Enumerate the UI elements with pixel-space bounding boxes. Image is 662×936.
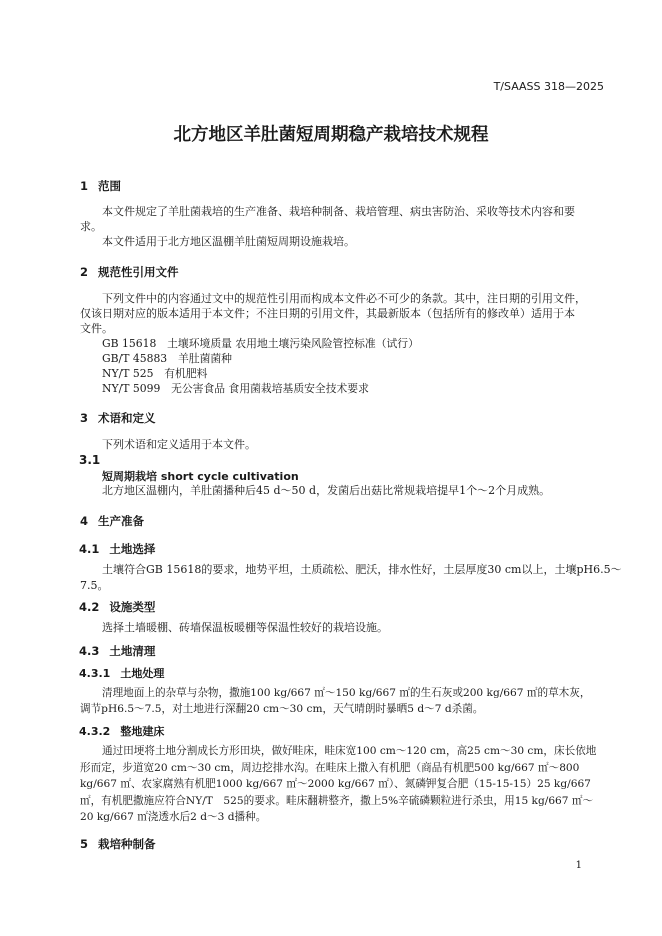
section-title: 土地清理: [109, 644, 156, 658]
section-5-heading: [80, 836, 156, 852]
normative-reference: GB/T 45883 羊肚菌菌种: [102, 352, 232, 365]
section-title: 设施类型: [109, 600, 156, 614]
section-4-heading: [80, 513, 144, 529]
normative-reference: GB 15618 土壤环境质量 农用地土壤污染风险管控标准（试行）: [102, 337, 419, 350]
paragraph: 清理地面上的杂草与杂物，撒施100 kg/667 ㎡～150 kg/667 ㎡的生石灰或200 kg/667 ㎡的草木灰，: [102, 687, 591, 699]
paragraph-continuation: 文件。: [80, 322, 113, 335]
section-number: 4.3.1: [79, 667, 111, 680]
section-title: 生产准备: [98, 514, 145, 528]
paragraph: 选择土墙暖棚、砖墙保温板暖棚等保温性较好的栽培设施。: [102, 621, 388, 634]
section-number: 4.2: [79, 600, 100, 614]
paragraph-continuation: 7.5。: [80, 579, 109, 592]
subsection-4-3-1-heading: [79, 665, 164, 681]
section-number: 3: [80, 411, 89, 425]
section-title: 整地建床: [120, 725, 165, 738]
term-name: 短周期栽培 short cycle cultivation: [102, 470, 299, 483]
term-definition: 北方地区温棚内，羊肚菌播种后45 d～50 d，发菌后出菇比常规栽培提早1个～2个月成熟。: [102, 484, 551, 497]
paragraph-continuation: 调节pH6.5～7.5，对土地进行深翻20 cm～30 cm，天气晴朗时暴晒5 d～7 d杀菌。: [80, 703, 484, 715]
subsection-4-2-heading: [79, 599, 155, 615]
page-number: 1: [575, 860, 582, 871]
section-title: 范围: [98, 179, 122, 193]
section-title: 术语和定义: [98, 411, 156, 425]
paragraph: 下列文件中的内容通过文中的规范性引用而构成本文件必不可少的条款。其中，注日期的引用文件，: [102, 292, 586, 305]
paragraph: 土壤符合GB 15618的要求，地势平坦，土质疏松、肥沃，排水性好，土层厚度30 cm以上，土壤pH6.5～: [102, 563, 622, 576]
section-number: 5: [80, 837, 89, 851]
paragraph: 下列术语和定义适用于本文件。: [102, 438, 256, 451]
paragraph: 本文件规定了羊肚菌栽培的生产准备、栽培种制备、栽培管理、病虫害防治、采收等技术内容和要: [102, 205, 575, 218]
section-title: 栽培种制备: [98, 837, 156, 851]
section-3-heading: [80, 410, 156, 426]
standard-number: T/SAASS 318—2025: [493, 80, 604, 93]
section-number: 1: [80, 179, 89, 193]
subsection-4-3-2-heading: [79, 723, 164, 739]
paragraph-continuation: 求。: [80, 220, 102, 233]
section-title: 土地选择: [109, 542, 156, 556]
normative-reference: NY/T 5099 无公害食品 食用菌栽培基质安全技术要求: [102, 382, 369, 395]
section-title: 规范性引用文件: [98, 265, 179, 279]
term-number: 3.1: [79, 453, 101, 467]
subsection-4-3-heading: [79, 643, 155, 659]
subsection-4-1-heading: [79, 541, 155, 557]
normative-reference: NY/T 525 有机肥料: [102, 367, 208, 380]
section-number: 4: [80, 514, 89, 528]
section-number: 2: [80, 265, 89, 279]
section-number: 4.1: [79, 542, 100, 556]
section-1-heading: [80, 178, 121, 194]
section-number: 4.3: [79, 644, 100, 658]
paragraph: 通过田埂将土地分割成长方形田块，做好畦床，畦床宽100 cm～120 cm，高25 cm～30 cm，床长依地形而定，步道宽20 cm～30 cm，周边挖排水沟。在畦床上撒入有机肥（商品有机肥500 kg/667 ㎡～800 kg/667 ㎡、农家腐熟有机肥1000 kg/667 ㎡～2000 kg/667 ㎡）、氮磷钾复合肥（15-15-15）25 kg/667 ㎡，有机肥撒施应符合NY/T 525的要求。畦床翻耕整齐，撒上5%辛硫磷颗粒进行杀虫，用15 kg/667 ㎡～20 kg/667 ㎡浇透水后2 d～3 d播种。: [80, 745, 597, 823]
section-number: 4.3.2: [79, 725, 111, 738]
paragraph: 本文件适用于北方地区温棚羊肚菌短周期设施栽培。: [102, 235, 355, 248]
section-title: 土地处理: [120, 667, 165, 680]
section-2-heading: [80, 264, 179, 280]
document-title: 北方地区羊肚菌短周期稳产栽培技术规程: [173, 125, 489, 145]
paragraph-continuation: 仅该日期对应的版本适用于本文件；不注日期的引用文件，其最新版本（包括所有的修改单）适用于本: [80, 307, 575, 320]
